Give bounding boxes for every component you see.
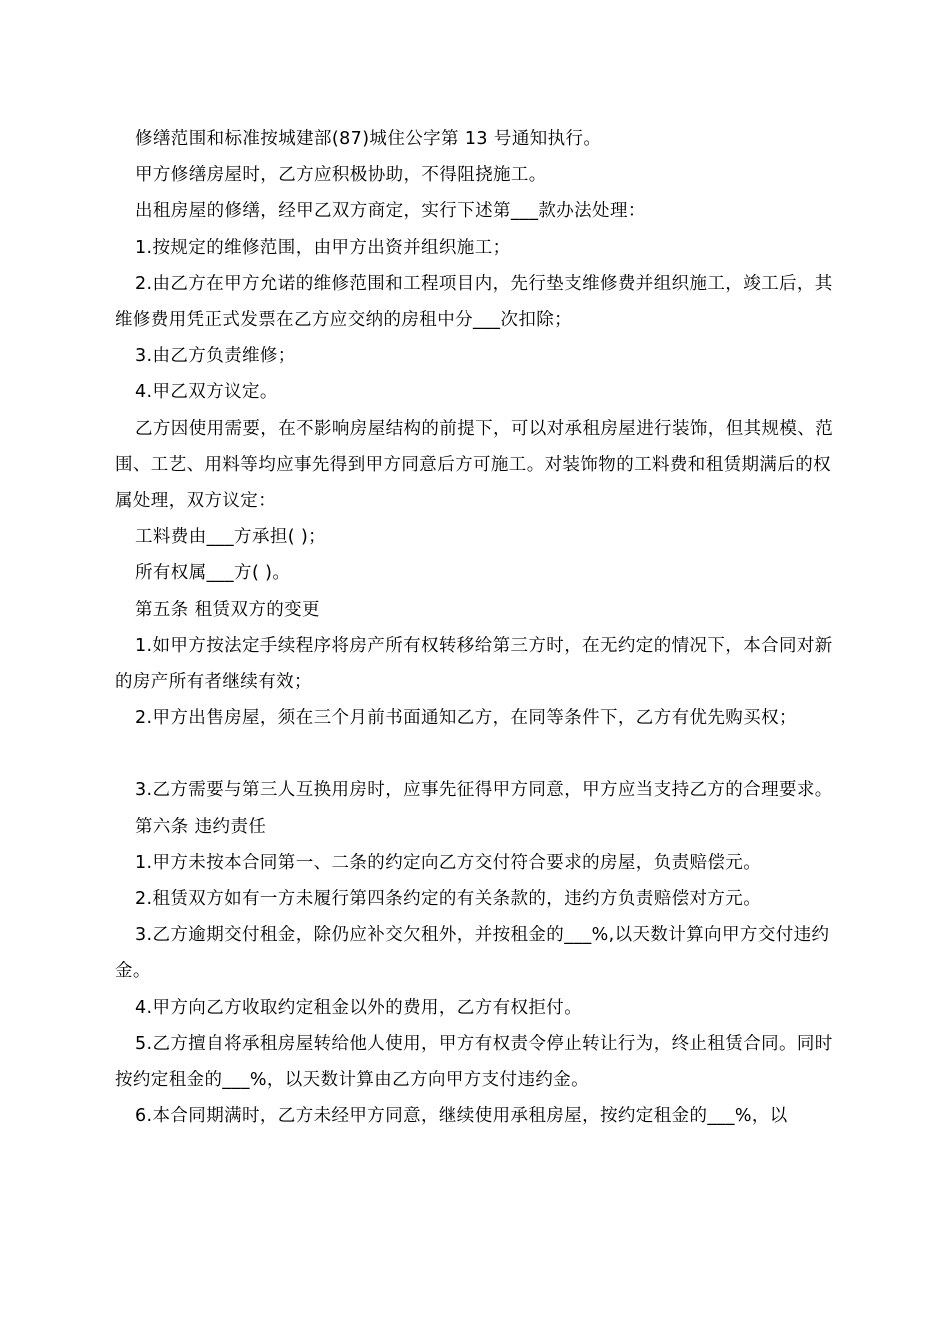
paragraph-liability-3: 3.乙方逾期交付租金，除仍应补交欠租外，并按租金的___%,以天数计算向甲方交付违约金。 — [115, 925, 830, 982]
paragraph-change-2: 2.甲方出售房屋，须在三个月前书面通知乙方，在同等条件下，乙方有优先购买权； — [135, 708, 797, 729]
paragraph-repair-option-3: 3.由乙方负责维修； — [135, 346, 296, 367]
paragraph-liability-1: 1.甲方未按本合同第一、二条的约定向乙方交付符合要求的房屋，负责赔偿元。 — [135, 852, 762, 873]
paragraph-material-cost: 工料费由___方承担( )； — [135, 527, 327, 548]
paragraph-repair-method: 出租房屋的修缮，经甲乙双方商定，实行下述第___款办法处理： — [135, 201, 646, 222]
paragraph-liability-5: 5.乙方擅自将承租房屋转给他人使用，甲方有权责令停止转让行为，终止租赁合同。同时按约定租金的___%，以天数计算由乙方向甲方支付违约金。 — [115, 1033, 833, 1091]
section-heading-article-5: 第五条 租赁双方的变更 — [135, 599, 320, 620]
section-heading-article-6: 第六条 违约责任 — [135, 816, 267, 837]
paragraph-repair-option-4: 4.甲乙双方议定。 — [135, 382, 278, 403]
paragraph-decoration: 乙方因使用需要，在不影响房屋结构的前提下，可以对承租房屋进行装饰，但其规模、范围、工艺、用料等均应事先得到甲方同意后方可施工。对装饰物的工料费和租赁期满后的权属处理，双方议定： — [115, 418, 834, 512]
paragraph-change-1: 1.如甲方按法定手续程序将房产所有权转移给第三方时，在无约定的情况下，本合同对新的房产所有者继续有效； — [115, 635, 833, 693]
paragraph-change-3: 3.乙方需要与第三人互换用房时，应事先征得甲方同意，甲方应当支持乙方的合理要求。 — [135, 780, 833, 801]
paragraph-liability-4: 4.甲方向乙方收取约定租金以外的费用，乙方有权拒付。 — [135, 997, 583, 1018]
paragraph-repair-assist: 甲方修缮房屋时，乙方应积极协助，不得阻挠施工。 — [135, 165, 547, 186]
paragraph-repair-option-1: 1.按规定的维修范围，由甲方出资并组织施工； — [135, 237, 511, 258]
paragraph-ownership: 所有权属___方( )。 — [135, 563, 291, 584]
document-body — [115, 121, 840, 1134]
paragraph-repair-standard: 修缮范围和标准按城建部(87)城住公字第 13 号通知执行。 — [135, 129, 602, 149]
paragraph-repair-option-2: 2.由乙方在甲方允诺的维修范围和工程项目内，先行垫支维修费并组织施工，竣工后，其维修费用凭正式发票在乙方应交纳的房租中分___次扣除； — [115, 273, 833, 331]
paragraph-liability-2: 2.租赁双方如有一方未履行第四条约定的有关条款的，违约方负责赔偿对方元。 — [135, 889, 762, 910]
paragraph-liability-6: 6.本合同期满时，乙方未经甲方同意，继续使用承租房屋，按约定租金的___%，以 — [135, 1106, 788, 1127]
blank-line — [115, 736, 840, 772]
